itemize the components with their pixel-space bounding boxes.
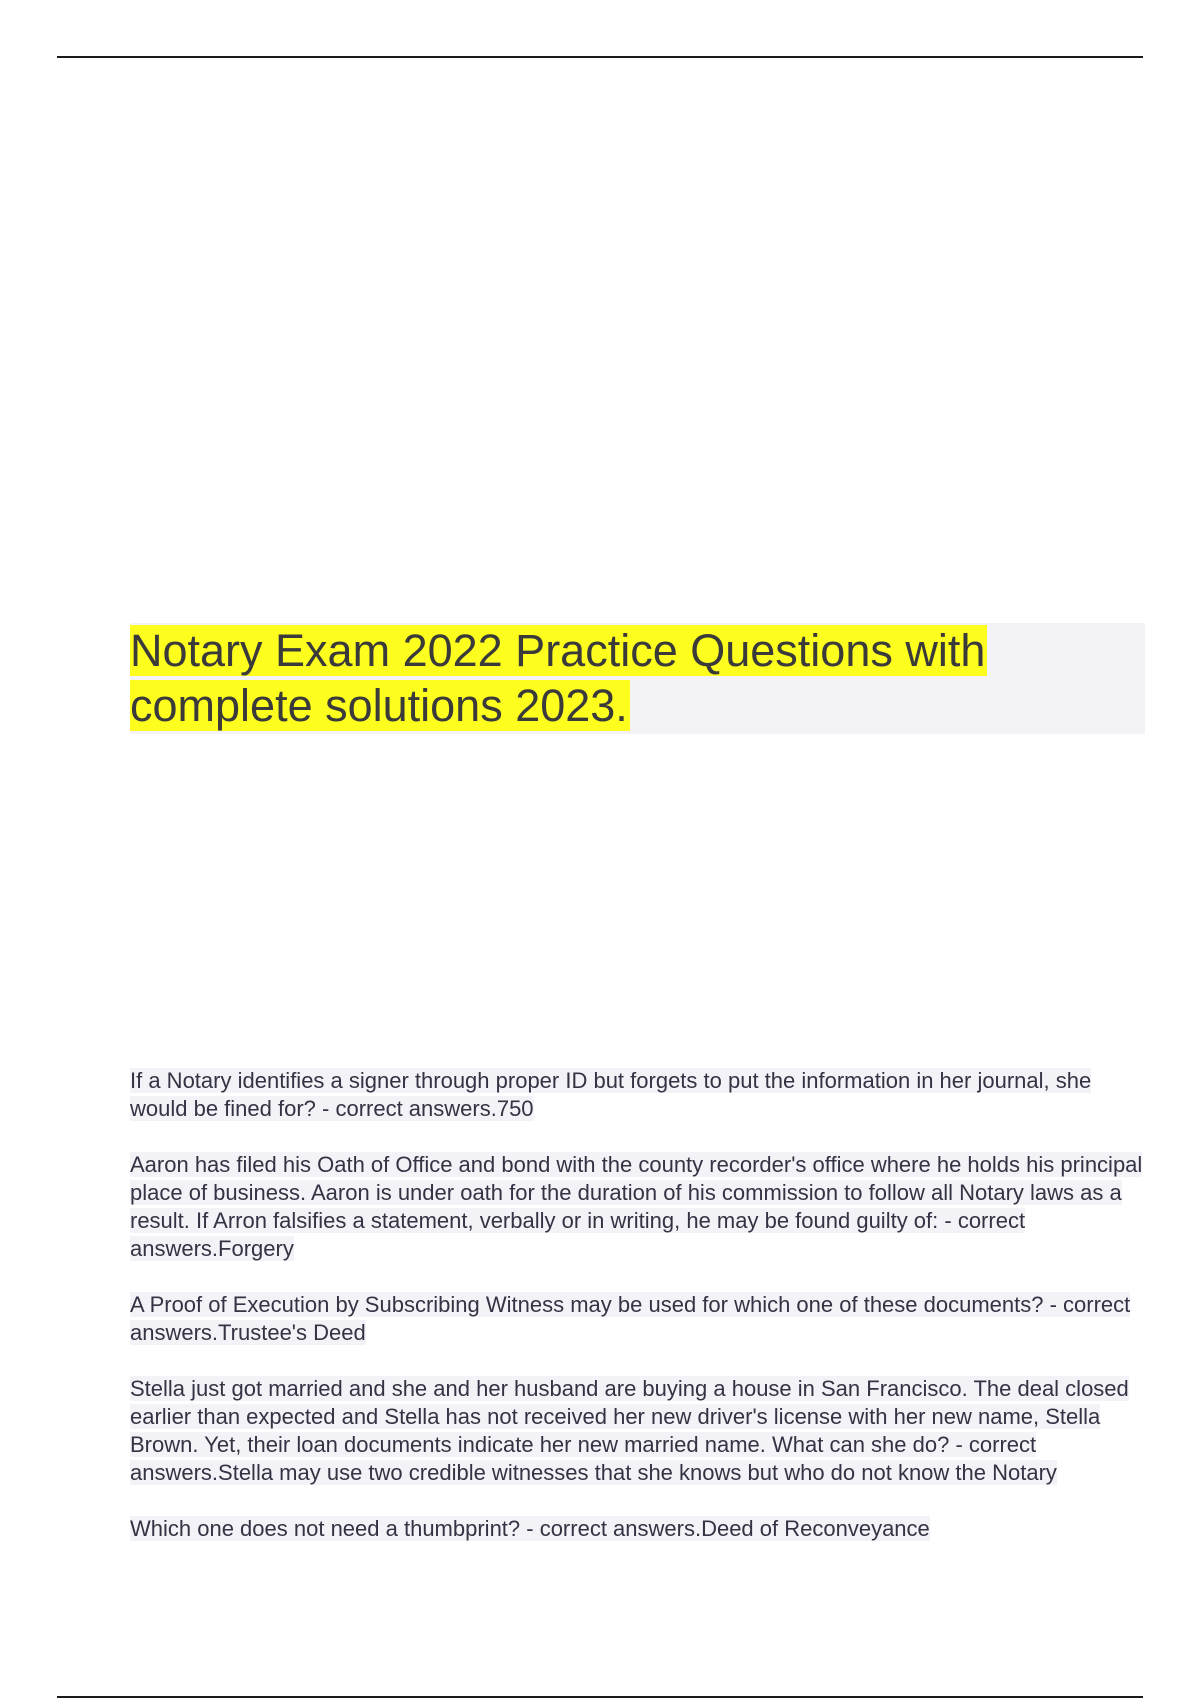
header-rule <box>57 56 1143 58</box>
title-line-1: Notary Exam 2022 Practice Questions with <box>130 625 986 676</box>
question-text: If a Notary identifies a signer through proper ID but forgets to put the information in her journal, she would be fined for? - correct answers.750 <box>130 1068 1092 1121</box>
question-item-5 <box>130 1515 1145 1543</box>
question-text: Which one does not need a thumbprint? - correct answers.Deed of Reconveyance <box>130 1516 930 1541</box>
question-text: Stella just got married and she and her husband are buying a house in San Francisco. The deal closed earlier than expected and Stella has not received her new driver's license with her new name, Stella Brown. Yet, their loan documents indicate her new married name. What can she do? - correct answers.Stella may use two credible witnesses that she knows but who do not know the Notary <box>130 1376 1129 1485</box>
title-block <box>130 623 1145 734</box>
document-title <box>130 623 1145 733</box>
question-text: A Proof of Execution by Subscribing Witness may be used for which one of these documents? - correct answers.Trustee's Deed <box>130 1292 1131 1345</box>
question-text: Aaron has filed his Oath of Office and bond with the county recorder's office where he holds his principal place of business. Aaron is under oath for the duration of his commission to follow all Notary laws as a result. If Arron falsifies a statement, verbally or in writing, he may be found guilty of: - correct answers.Forgery <box>130 1152 1143 1261</box>
question-item-1 <box>130 1067 1145 1123</box>
title-line-2: complete solutions 2023. <box>130 680 628 731</box>
question-list <box>130 1067 1145 1571</box>
question-item-3 <box>130 1291 1145 1347</box>
question-item-4 <box>130 1375 1145 1487</box>
footer-rule <box>57 1696 1143 1698</box>
question-item-2 <box>130 1151 1145 1263</box>
